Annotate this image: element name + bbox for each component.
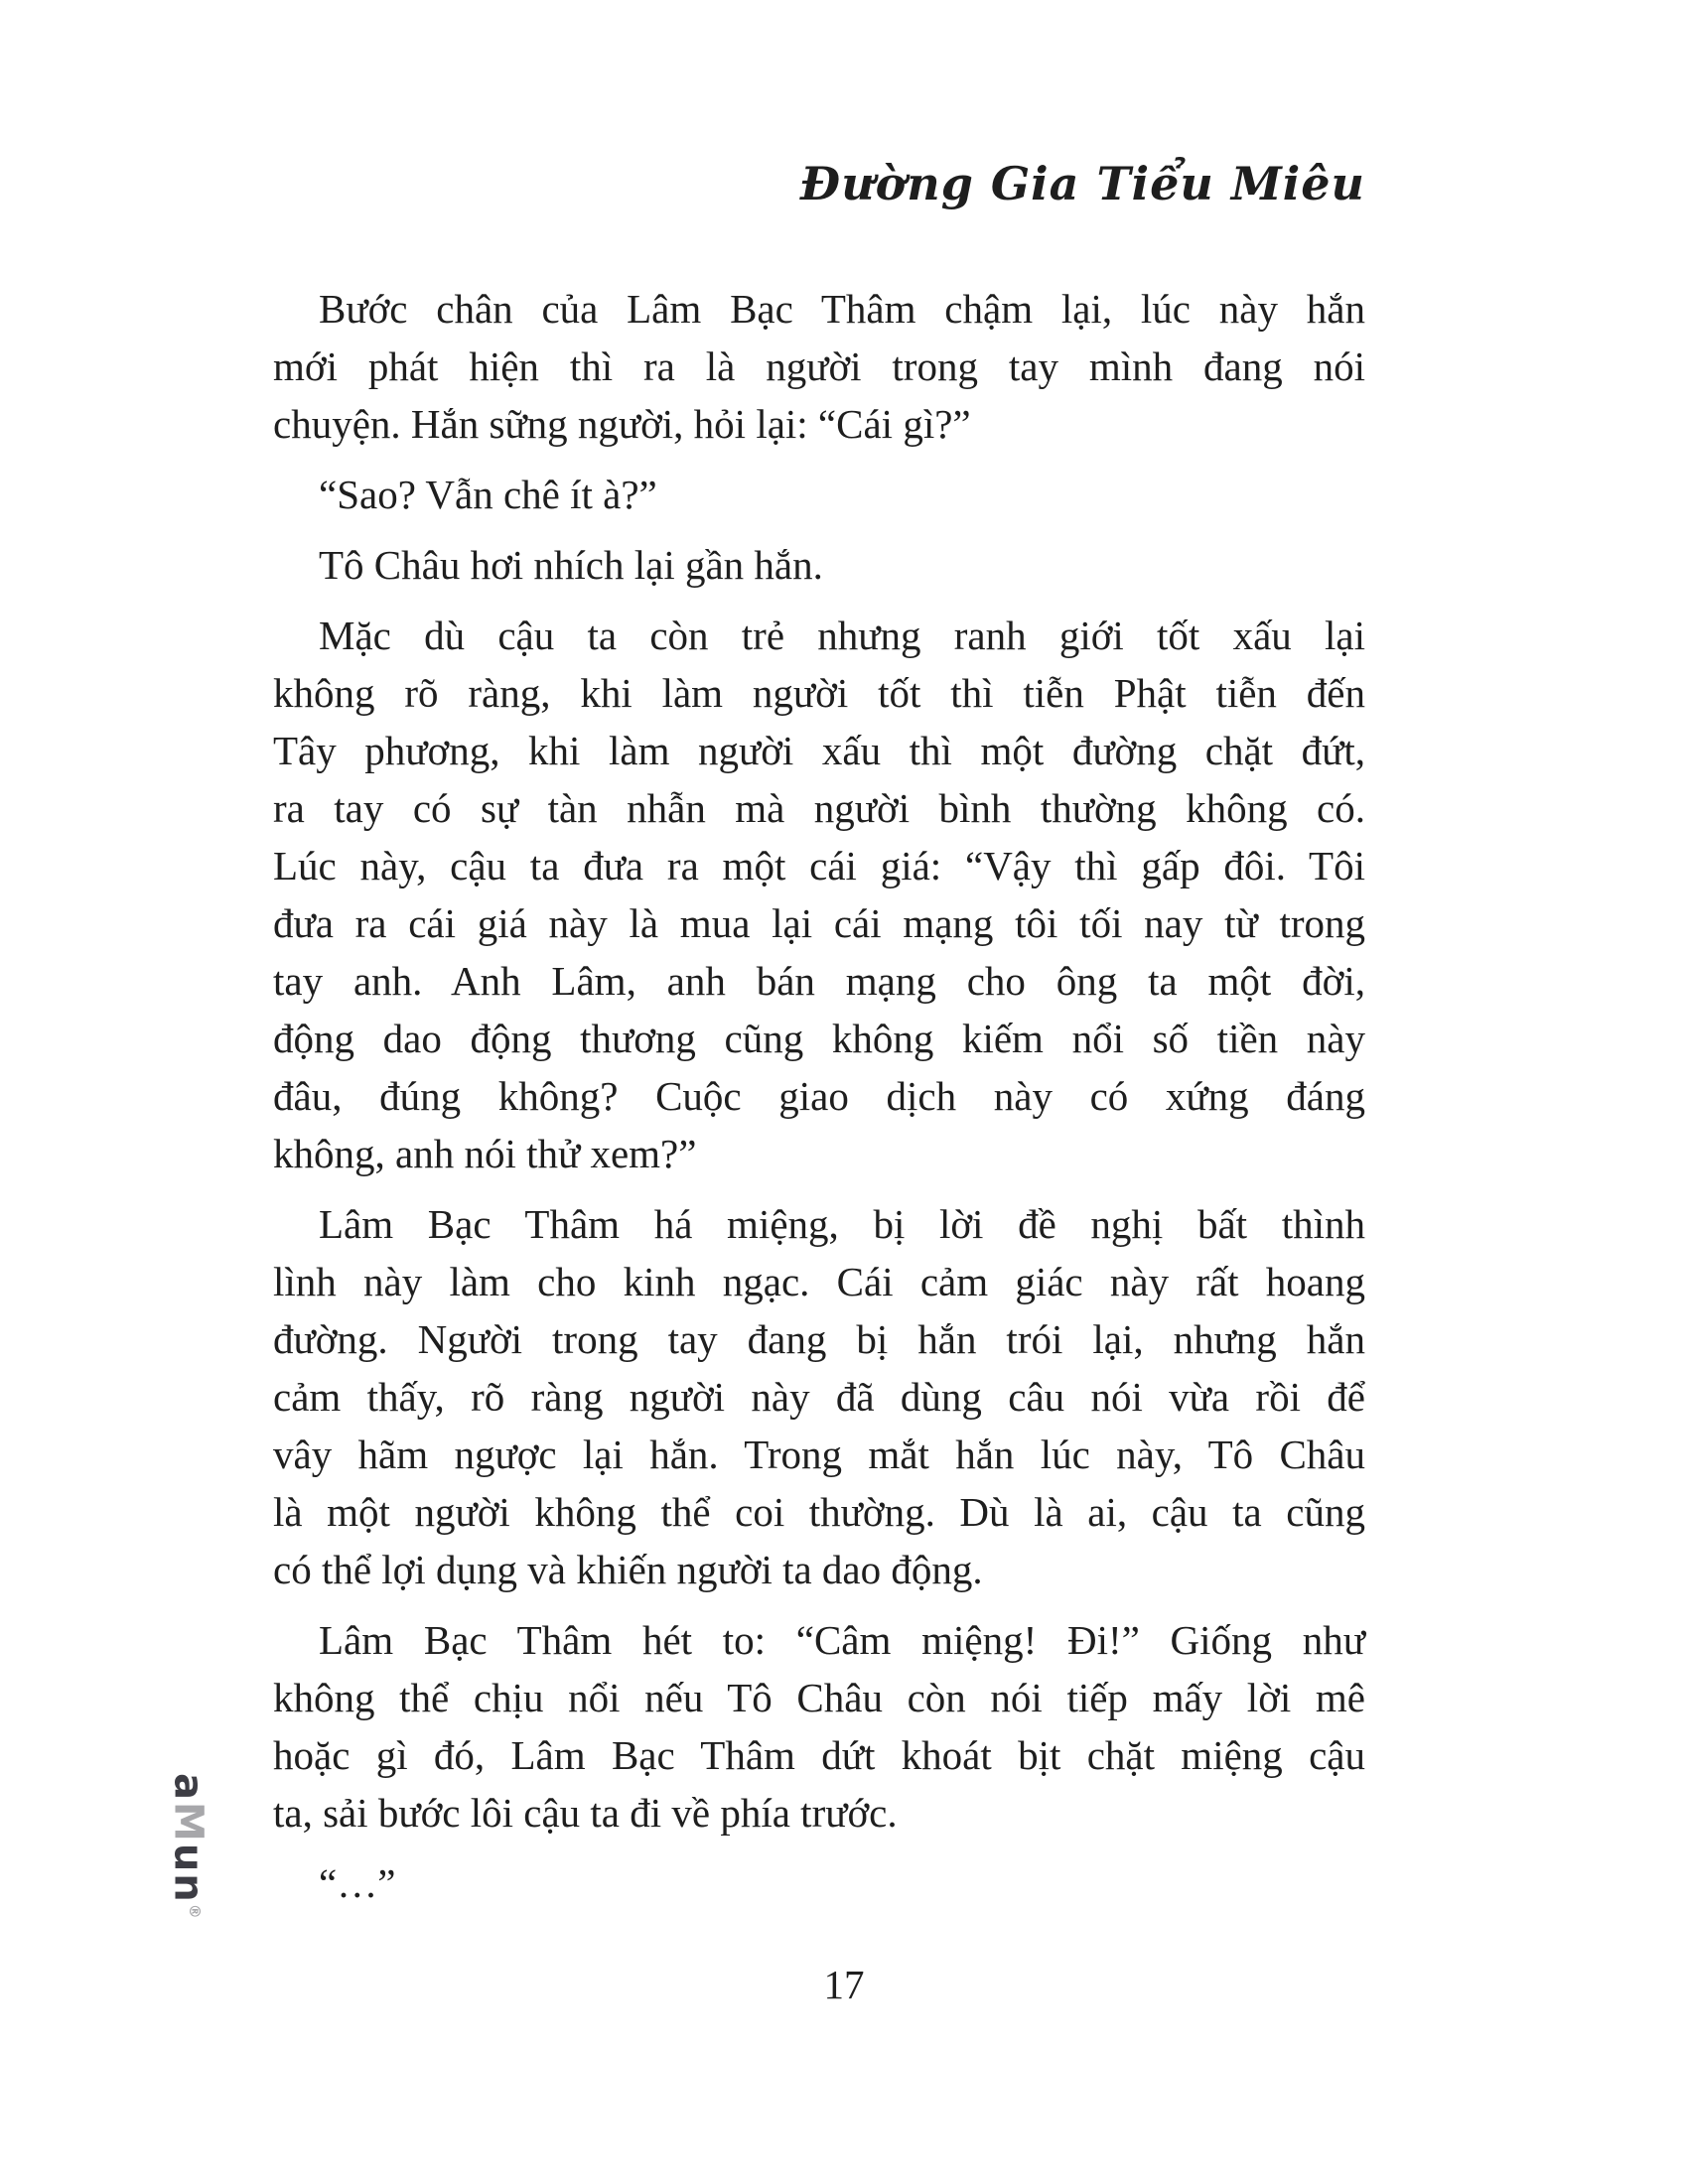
logo-letter-m: M: [165, 1802, 211, 1843]
text-line: là một người không thể coi thường. Dù là ai, cậu ta cũng: [273, 1489, 1365, 1535]
text-line: chuyện. Hắn sững người, hỏi lại: “Cái gì?”: [273, 401, 971, 447]
registered-trademark-icon: ®: [186, 1903, 204, 1919]
text-line: Lâm Bạc Thâm hét to: “Câm miệng! Đi!” Giống như: [319, 1617, 1365, 1663]
running-head-title: Đường Gia Tiểu Miêu: [799, 157, 1365, 210]
paragraph: [273, 1854, 1365, 1912]
text-line: đưa ra cái giá này là mua lại cái mạng tôi tối nay từ trong: [273, 900, 1365, 946]
paragraph: [273, 466, 1365, 523]
text-line: Mặc dù cậu ta còn trẻ nhưng ranh giới tốt xấu lại: [319, 613, 1365, 658]
text-line: không rõ ràng, khi làm người tốt thì tiễn Phật tiễn đến: [273, 670, 1365, 716]
paragraph: [273, 1611, 1365, 1842]
text-line: lình này làm cho kinh ngạc. Cái cảm giác này rất hoang: [273, 1259, 1365, 1304]
text-line: ta, sải bước lôi cậu ta đi về phía trước.: [273, 1790, 898, 1836]
text-line: Lâm Bạc Thâm há miệng, bị lời đề nghị bất thình: [319, 1201, 1365, 1247]
page-number: 17: [823, 1962, 865, 2007]
text-line: không thể chịu nổi nếu Tô Châu còn nói tiếp mấy lời mê: [273, 1675, 1365, 1720]
text-block: [273, 280, 1365, 1925]
text-line: ra tay có sự tàn nhẫn mà người bình thường không có.: [273, 785, 1365, 831]
logo-letter-a: a: [165, 1773, 211, 1802]
text-line: vây hãm ngược lại hắn. Trong mắt hắn lúc này, Tô Châu: [273, 1432, 1365, 1477]
text-line: Lúc này, cậu ta đưa ra một cái giá: “Vậy thì gấp đôi. Tôi: [273, 843, 1365, 888]
logo-letters-un: un: [165, 1843, 211, 1904]
text-line: “…”: [319, 1860, 396, 1906]
text-line: đường. Người trong tay đang bị hắn trói lại, nhưng hắn: [273, 1316, 1365, 1362]
text-line: động dao động thương cũng không kiếm nổi số tiền này: [273, 1016, 1365, 1061]
text-line: hoặc gì đó, Lâm Bạc Thâm dứt khoát bịt chặt miệng cậu: [273, 1732, 1365, 1778]
text-line: Tây phương, khi làm người xấu thì một đường chặt đứt,: [273, 728, 1365, 773]
text-line: “Sao? Vẫn chê ít à?”: [319, 472, 657, 517]
text-line: đâu, đúng không? Cuộc giao dịch này có xứng đáng: [273, 1073, 1365, 1119]
text-line: mới phát hiện thì ra là người trong tay mình đang nói: [273, 343, 1365, 389]
text-line: Tô Châu hơi nhích lại gần hắn.: [319, 542, 823, 588]
publisher-logo: [165, 1773, 214, 1919]
text-line: Bước chân của Lâm Bạc Thâm chậm lại, lúc này hắn: [319, 286, 1365, 332]
text-line: có thể lợi dụng và khiến người ta dao động.: [273, 1547, 983, 1592]
paragraph: [273, 607, 1365, 1182]
paragraph: [273, 280, 1365, 453]
paragraph: [273, 536, 1365, 594]
paragraph: [273, 1195, 1365, 1598]
text-line: cảm thấy, rõ ràng người này đã dùng câu nói vừa rồi để: [273, 1374, 1365, 1420]
text-line: không, anh nói thử xem?”: [273, 1131, 697, 1176]
text-line: tay anh. Anh Lâm, anh bán mạng cho ông ta một đời,: [273, 958, 1365, 1004]
